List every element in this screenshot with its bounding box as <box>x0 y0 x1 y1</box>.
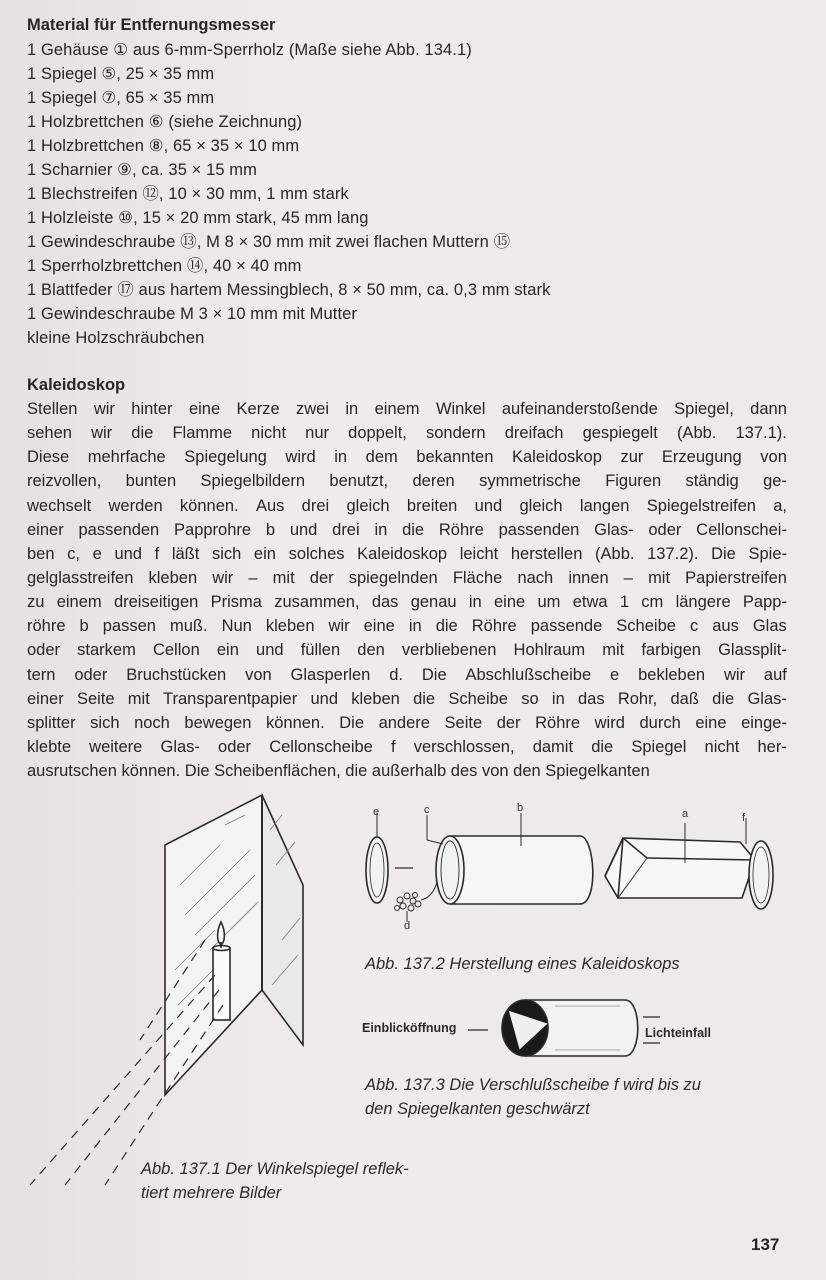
materials-item: 1 Holzleiste ⑩, 15 × 20 mm stark, 45 mm lang <box>27 209 369 227</box>
materials-item: 1 Sperrholzbrettchen ⑭, 40 × 40 mm <box>27 257 302 275</box>
materials-item: 1 Scharnier ⑨, ca. 35 × 15 mm <box>27 161 258 179</box>
body-text-line: Diese mehrfache Spiegelung wird in dem bekannten Kaleidoskop zur Erzeugung von <box>27 448 787 467</box>
kaleidoskop-heading: Kaleidoskop <box>27 376 126 394</box>
body-text-line: röhre b passen muß. Nun kleben wir eine in die Röhre passende Scheibe c aus Glas <box>27 617 787 636</box>
body-text-line: einer Seite mit Transparentpapier und kleben die Scheibe so in das Rohr, daß die Glas- <box>27 689 787 708</box>
figure-kaleidoscope-parts <box>355 800 785 940</box>
figure-1-caption <box>141 1157 409 1205</box>
body-text-line: oder starkem Cellon ein und füllen den verbliebenen Hohlraum mit farbigen Glassplit- <box>27 641 787 660</box>
label-c: c <box>424 804 430 816</box>
figure-3-caption <box>365 1073 701 1121</box>
body-text-line: gelglasstreifen kleben wir – mit der spiegelnden Fläche nach innen – mit Papierstreifen <box>27 568 787 587</box>
label-f: f <box>742 812 746 824</box>
materials-item: 1 Spiegel ⑦, 65 × 35 mm <box>27 89 215 107</box>
materials-item: 1 Spiegel ⑤, 25 × 35 mm <box>27 65 215 83</box>
label-e: e <box>373 806 380 818</box>
body-text-line: splitter sich noch bewegen können. Die andere Seite der Röhre wird durch eine einge- <box>27 713 787 732</box>
label-einblickoeffnung: Einblicköffnung <box>362 1021 457 1035</box>
body-text-line: einer passenden Papprohre b und drei in die Röhre passenden Glas- oder Cellonschei- <box>27 520 787 539</box>
page-number: 137 <box>751 1235 780 1254</box>
body-text-line: tern oder Bruchstücken von Glasperlen d. Die Abschlußscheibe e bekleben wir auf <box>27 665 787 684</box>
figure-1-caption-line1: Abb. 137.1 Der Winkelspiegel reflek- <box>141 1160 409 1178</box>
label-lichteinfall: Lichteinfall <box>645 1026 711 1040</box>
body-text-line: sehen wir die Flamme nicht nur doppelt, sondern dreifach gespiegelt (Abb. 137.1). <box>27 424 787 443</box>
materials-item: 1 Gewindeschraube M 3 × 10 mm mit Mutter <box>27 305 358 323</box>
body-text-line: Stellen wir hinter eine Kerze zwei in einem Winkel aufeinanderstoßende Spiegel, dann <box>27 400 787 418</box>
materials-item: 1 Holzbrettchen ⑧, 65 × 35 × 10 mm <box>27 137 300 155</box>
body-text-line: ben c, e und f läßt sich ein solches Kaleidoskop leicht herstellen (Abb. 137.2). Die Spie- <box>27 544 787 563</box>
materials-item: 1 Blattfeder ⑰ aus hartem Messingblech, 8 × 50 mm, ca. 0,3 mm stark <box>27 281 551 299</box>
figure-3-caption-line1: Abb. 137.3 Die Verschlußscheibe f wird bis zu <box>365 1076 701 1094</box>
materials-heading: Material für Entfernungsmesser <box>27 16 276 34</box>
body-text-line: klebte weitere Glas- oder Cellonscheibe f verschlossen, damit die Spiegel nicht her- <box>27 737 787 756</box>
materials-item: 1 Holzbrettchen ⑥ (siehe Zeichnung) <box>27 113 303 131</box>
kaleidoskop-section <box>27 373 787 783</box>
materials-item: 1 Gewindeschraube ⑬, M 8 × 30 mm mit zwei flachen Muttern ⑮ <box>27 233 511 251</box>
kaleidoskop-body-text <box>27 397 787 783</box>
materials-item: 1 Gehäuse ① aus 6-mm-Sperrholz (Maße siehe Abb. 134.1) <box>27 41 472 59</box>
label-d: d <box>404 920 411 932</box>
figure-angle-mirror <box>20 790 320 1200</box>
figure-1-caption-line2: tiert mehrere Bilder <box>141 1184 282 1202</box>
materials-list <box>27 14 807 350</box>
figure-2-caption: Abb. 137.2 Herstellung eines Kaleidoskops <box>365 955 680 973</box>
materials-item: 1 Blechstreifen ⑫, 10 × 30 mm, 1 mm stark <box>27 185 349 203</box>
body-text-line: zu einem dreiseitigen Prisma zusammen, das genau in eine um etwa 1 cm längere Papp- <box>27 593 787 612</box>
figure-3-caption-line2: den Spiegelkanten geschwärzt <box>365 1100 590 1118</box>
body-text-line: wechselt werden können. Aus drei gleich breiten und gleich langen Spiegelstreifen a, <box>27 496 787 515</box>
materials-item: kleine Holzschräubchen <box>27 329 205 347</box>
body-text-line: ausrutschen können. Die Scheibenflächen, die außerhalb des von den Spiegelkanten <box>27 762 650 781</box>
body-text-line: reizvollen, bunten Spiegelbildern benutzt, deren symmetrische Figuren ständig ge- <box>27 472 787 491</box>
label-b: b <box>517 802 524 814</box>
label-a: a <box>682 808 689 820</box>
